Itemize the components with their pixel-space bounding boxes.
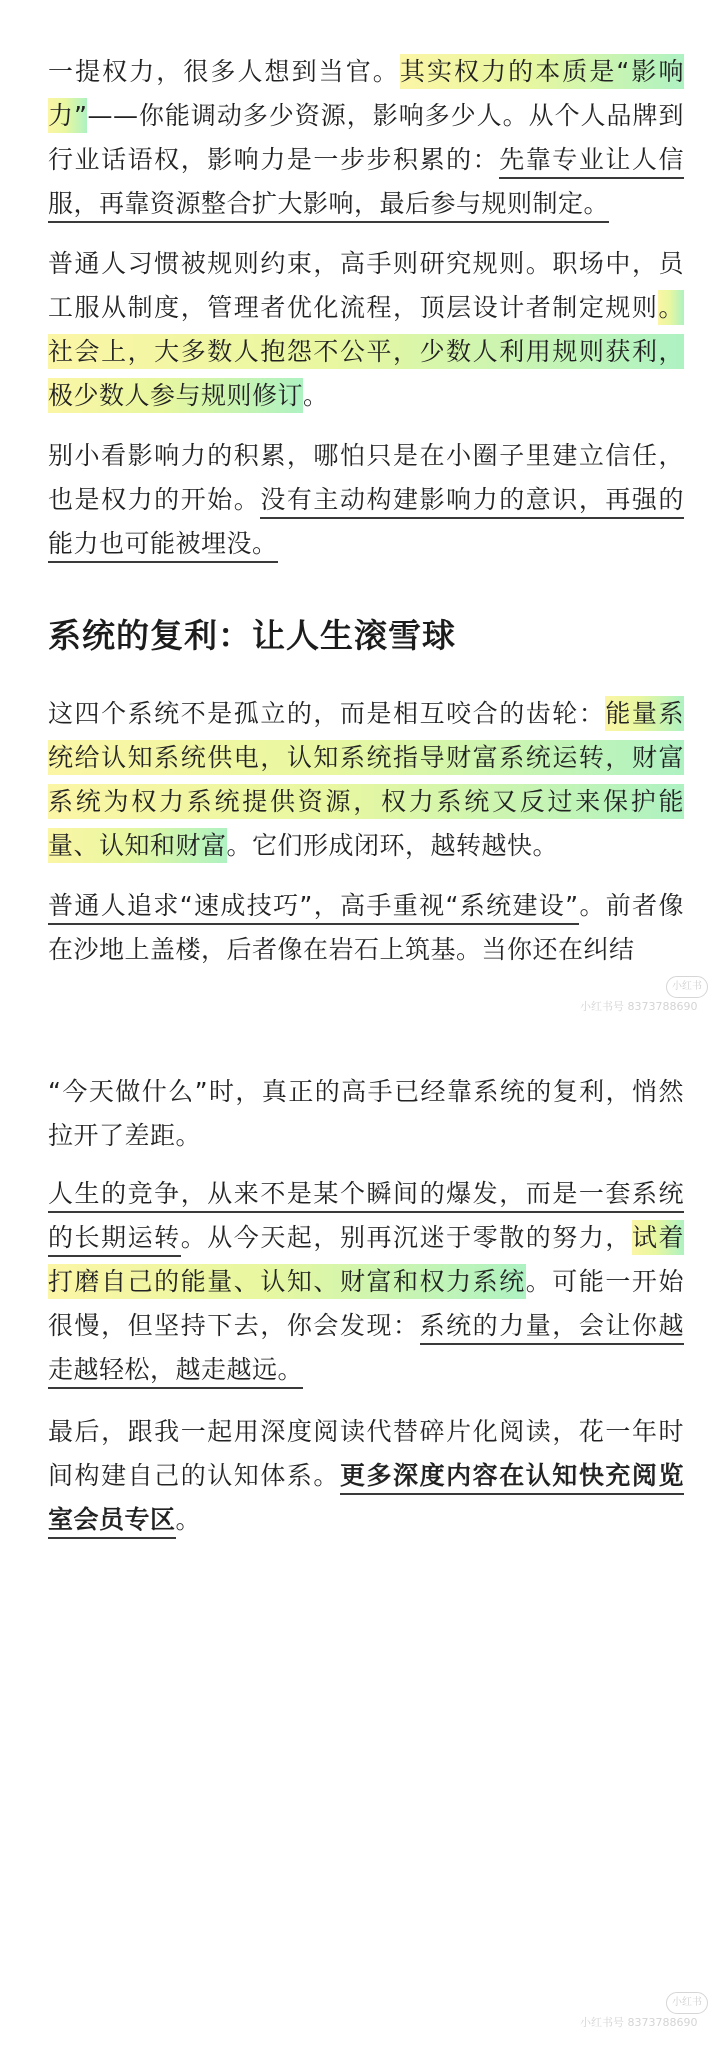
text-segment: 别小看影响力的积累，哪怕只是在小圈子里建立信任，也是权力的开始。 <box>48 441 684 514</box>
paragraph-influence-accumulation <box>48 434 684 566</box>
paragraph-compound-gap <box>48 1070 684 1158</box>
underline: 系统的力量，会让你越走越轻松，越走越远。 <box>48 1311 684 1389</box>
text-segment: 。 <box>175 1505 202 1534</box>
underline: 普通人追求“速成技巧”，高手重视“系统建设” <box>48 891 579 925</box>
watermark-logo: 小红书 <box>666 1992 708 2014</box>
paragraph-power-influence <box>48 50 684 226</box>
membership-link[interactable]: 更多深度内容在认知快充阅览室会员专区 <box>48 1461 684 1539</box>
paragraph-system-building <box>48 884 684 972</box>
text-segment: 。前者像在沙地上盖楼，后者像在岩石上筑基。当你还在纠结 <box>48 891 684 964</box>
paragraph-four-systems <box>48 692 684 868</box>
section-heading: 系统的复利：让人生滚雪球 <box>48 616 456 655</box>
paragraph-life-competition <box>48 1172 684 1392</box>
highlight: 能量系统给认知系统供电，认知系统指导财富系统运转，财富系统为权力系统提供资源，权力系统又反过来保护能量、认知和财富 <box>48 696 684 863</box>
highlight: 试着打磨自己的能量、认知、财富和权力系统 <box>48 1220 684 1299</box>
text-segment: 。可能一开始很慢，但坚持下去，你会发现： <box>48 1267 684 1340</box>
paragraph-rules <box>48 242 684 418</box>
text-segment: 。 <box>303 381 329 410</box>
underline: 没有主动构建影响力的意识，再强的能力也可能被埋没。 <box>48 485 684 563</box>
text-segment: 。它们形成闭环，越转越快。 <box>226 831 559 860</box>
text-segment: 普通人习惯被规则约束，高手则研究规则。职场中，员工服从制度，管理者优化流程，顶层设计者制定规则 <box>48 249 684 322</box>
watermark-id: 小红书号 8373788690 <box>580 2016 698 2029</box>
watermark-logo: 小红书 <box>666 976 708 998</box>
highlight: 其实权力的本质是“影响力” <box>48 54 684 133</box>
text-segment: 。从今天起，别再沉迷于零散的努力， <box>180 1223 632 1252</box>
text-segment: “今天做什么”时，真正的高手已经靠系统的复利，悄然拉开了差距。 <box>48 1077 684 1150</box>
text-segment: 最后，跟我一起用深度阅读代替碎片化阅读，花一年时间构建自己的认知体系。 <box>48 1417 684 1490</box>
text-segment: 这四个系统不是孤立的，而是相互咬合的齿轮： <box>48 699 606 728</box>
text-segment: ——你能调动多少资源，影响多少人。从个人品牌到行业话语权，影响力是一步步积累的： <box>48 101 684 174</box>
watermark-id: 小红书号 8373788690 <box>580 1000 698 1013</box>
underline: 先靠专业让人信服，再靠资源整合扩大影响，最后参与规则制定。 <box>48 145 684 223</box>
paragraph-closing <box>48 1410 684 1542</box>
highlight: 。社会上，大多数人抱怨不公平，少数人利用规则获利，极少数人参与规则修订 <box>48 290 684 413</box>
underline: 人生的竞争，从来不是某个瞬间的爆发，而是一套系统的长期运转 <box>48 1179 684 1257</box>
text-segment: 一提权力，很多人想到当官。 <box>48 57 400 86</box>
